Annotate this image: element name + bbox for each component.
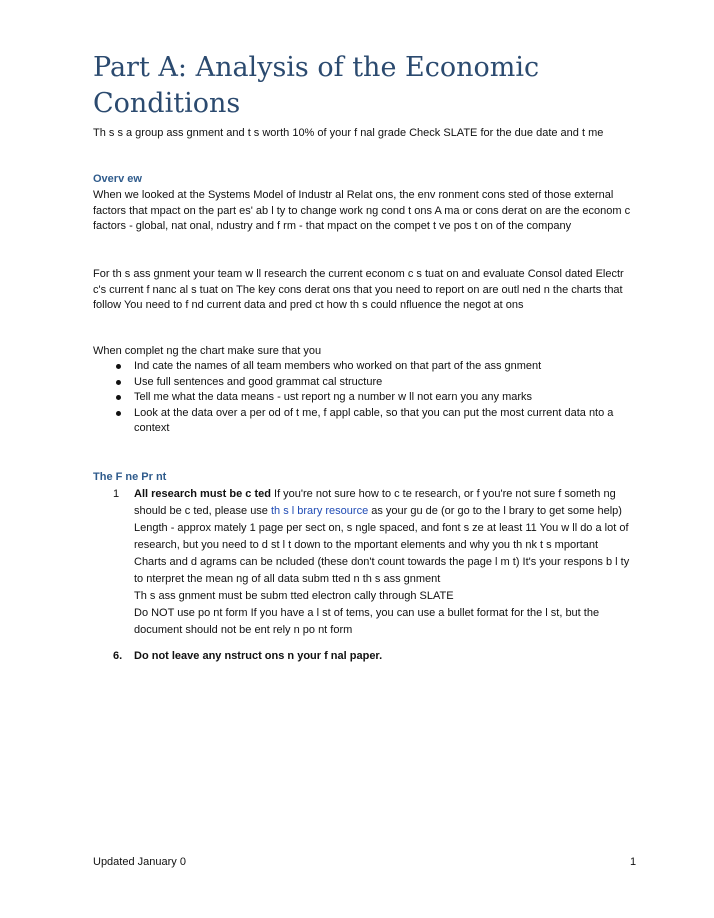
list-item: Tell me what the data means - ust report ng a number w ll not earn you any marks — [114, 390, 634, 406]
item-text: Do not leave any nstruct ons n your f nal paper. — [134, 650, 383, 662]
item-number: 6. — [113, 650, 123, 662]
list-item: Look at the data over a per od of t me, f appl cable, so that you can put the most current data nto a context — [114, 406, 634, 437]
page-number: 1 — [630, 856, 637, 868]
item-number: 1 — [113, 488, 120, 500]
page-title: Part A: Analysis of the Economic Conditions — [93, 52, 540, 119]
requirements-list — [114, 359, 634, 437]
list-item: Use full sentences and good grammat cal structure — [114, 375, 634, 391]
list-item: Ind cate the names of all team members who worked on that part of the ass gnment — [114, 359, 634, 375]
footer-updated-date: Updated January 0 — [93, 856, 186, 868]
item-bold-text: All research must be c ted — [134, 488, 271, 500]
list-item: Do NOT use po nt form If you have a l st of tems, you can use a bullet format for the l st, but the document should not be ent rely n po nt form — [134, 607, 600, 636]
overview-paragraph-2: For th s ass gnment your team w ll research the current econom c s tuat on and evaluate Consol dated Electr c's current f nanc al s tuat on The key cons derat ons that you need to report on are outl ned n the charts that follow You need to f nd current data and pred ct how th s could nfluence the negot at ons — [93, 268, 624, 311]
overview-paragraph-1: When we looked at the Systems Model of Industr al Relat ons, the env ronment cons sted of those external factors that mpact on the part es' ab l ty to change work ng cond t ons A ma or cons derat on are the econom c factors - global, nat onal, ndustry and f rm - that mpact on the compet t ve pos t on of the company — [93, 189, 631, 232]
list-item — [113, 486, 633, 520]
fine-print-heading: The F ne Pr nt — [93, 471, 167, 483]
list-item: Length - approx mately 1 page per sect on, s ngle spaced, and font s ze at least 11 You w ll do a lot of research, but you need to d st l t down to the mportant elements and why you th nk t s mportant — [134, 522, 629, 551]
overview-heading: Overv ew — [93, 173, 142, 185]
item-text: If you're not sure how to c te research, or f you're not sure f someth ng should be c ted, please use — [134, 488, 616, 517]
intro-paragraph: Th s s a group ass gnment and t s worth 10% of your f nal grade Check SLATE for the due date and t me — [93, 127, 604, 139]
fine-print-list — [113, 486, 633, 665]
library-resource-link[interactable]: th s l brary resource — [270, 505, 369, 517]
item-text: as your gu de (or go to the l brary to get some help) — [368, 505, 622, 517]
list-item: Charts and d agrams can be ncluded (these don't count towards the page l m t) It's your respons b l ty to nterpret the mean ng of all data subm tted n th s ass gnment — [134, 556, 630, 585]
list-item: Th s ass gnment must be subm tted electron cally through SLATE — [134, 590, 454, 602]
overview-paragraph-3: When complet ng the chart make sure that you — [93, 345, 322, 357]
list-item — [113, 648, 633, 665]
